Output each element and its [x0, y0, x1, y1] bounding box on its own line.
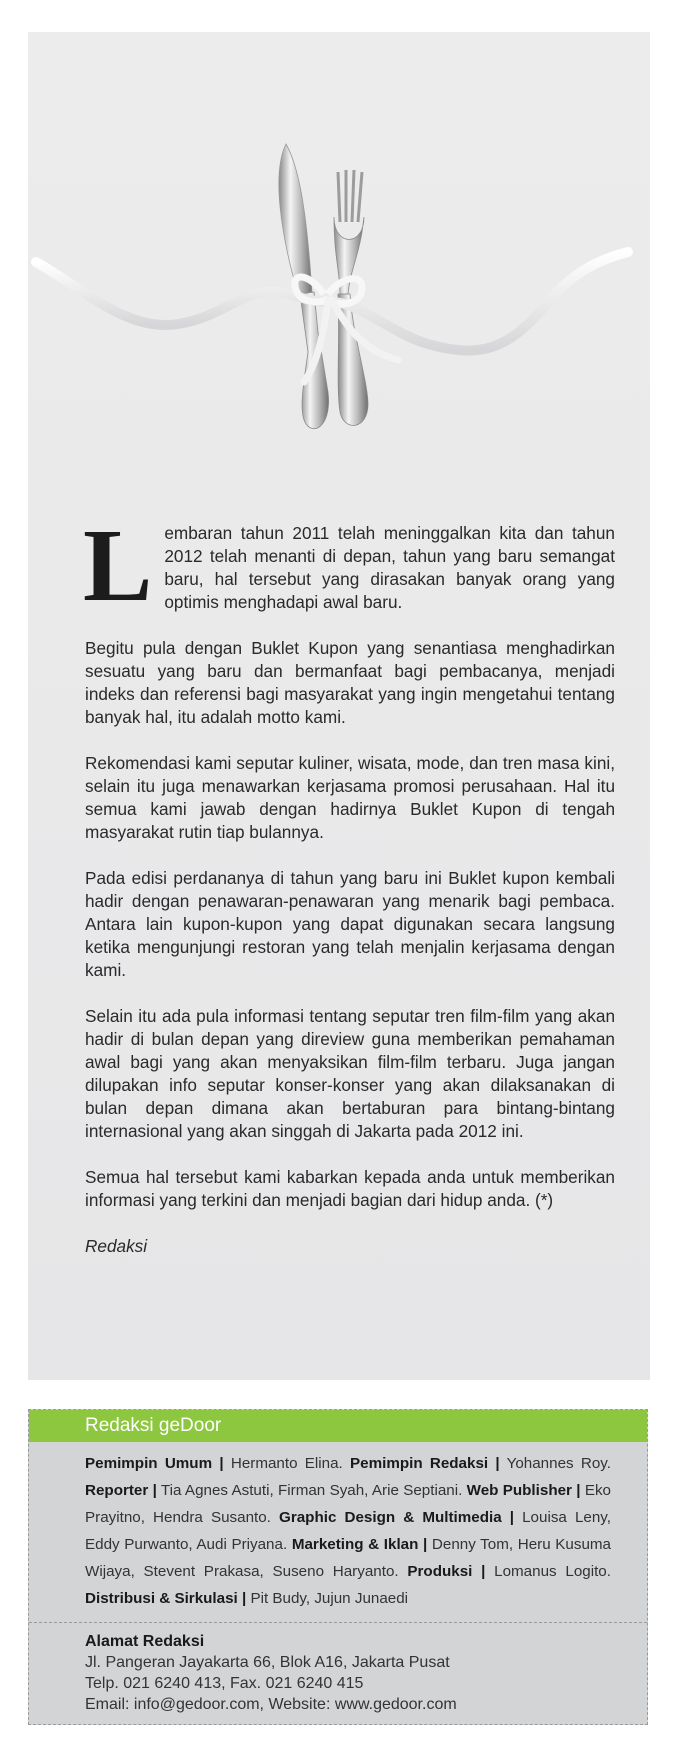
role-names: Tia Agnes Astuti, Firman Syah, Arie Septiani.	[156, 1482, 467, 1499]
role-label: Pemimpin Redaksi |	[350, 1455, 500, 1472]
dropcap-letter: L	[83, 508, 153, 623]
role-names: Denny Tom, Heru Kusuma Wijaya, Stevent Prakasa, Suseno Haryanto.	[85, 1536, 611, 1580]
role-label: Produksi |	[407, 1563, 486, 1580]
role-names: Hermanto Elina.	[223, 1455, 351, 1472]
credits-box	[28, 1409, 648, 1725]
intro-paragraph	[83, 508, 615, 623]
role-names: Yohannes Roy.	[499, 1455, 611, 1472]
credits-roles	[29, 1442, 647, 1622]
phone-line: Telp. 021 6240 413, Fax. 021 6240 415	[85, 1675, 364, 1692]
address-block	[29, 1623, 647, 1715]
contact-line: Email: info@gedoor.com, Website: www.gedoor.com	[85, 1696, 457, 1713]
address-line: Jl. Pangeran Jayakarta 66, Blok A16, Jakarta Pusat	[85, 1654, 450, 1671]
role-names: Eko Prayitno, Hendra Susanto.	[85, 1482, 612, 1526]
body-paragraph-3: Pada edisi perdananya di tahun yang baru ini Buklet kupon kembali hadir dengan penawaran-penawaran yang menarik bagi pembaca. Antara lain kupon-kupon yang dapat digunakan secara langsung ketika mengunjungi restoran yang telah menjalin kerjasama dengan kami.	[85, 868, 615, 980]
cutlery-ribbon-illustration	[28, 32, 650, 472]
body-paragraph-4: Selain itu ada pula informasi tentang seputar tren film-film yang akan hadir di bulan depan yang direview guna memberikan pemahaman awal bagi yang akan menyaksikan film-film terbaru. Juga jangan dilupakan info seputar konser-konser yang akan dilaksanakan di bulan depan dimana akan bertaburan para bintang-bintang internasional yang akan singgah di Jakarta pada 2012 ini.	[85, 1006, 615, 1141]
body-paragraph-2: Rekomendasi kami seputar kuliner, wisata, mode, dan tren masa kini, selain itu juga menawarkan kerjasama promosi perusahaan. Hal itu semua kami jawab dengan hadirnya Buklet Kupon di tengah masyarakat rutin tiap bulannya.	[85, 753, 615, 842]
intro-paragraph-text: embaran tahun 2011 telah meninggalkan kita dan tahun 2012 telah menanti di depan, tahun yang baru semangat baru, hal tersebut yang dirasakan banyak orang yang optimis menghadapi awal baru.	[164, 523, 615, 612]
role-names: Lomanus Logito.	[485, 1563, 611, 1580]
role-label: Web Publisher |	[466, 1482, 581, 1499]
ribbon-icon	[36, 252, 628, 382]
editorial-text	[83, 508, 615, 1281]
role-label: Graphic Design & Multimedia |	[279, 1509, 514, 1526]
role-label: Pemimpin Umum |	[85, 1455, 224, 1472]
signature: Redaksi	[85, 1236, 148, 1256]
body-paragraph-5: Semua hal tersebut kami kabarkan kepada anda untuk memberikan informasi yang terkini dan menjadi bagian dari hidup anda. (*)	[85, 1167, 615, 1210]
editorial-panel	[28, 32, 650, 1380]
role-names: Louisa Leny, Eddy Purwanto, Audi Priyana.	[85, 1509, 611, 1553]
credits-title: Redaksi geDoor	[29, 1410, 647, 1442]
role-label: Distribusi & Sirkulasi |	[85, 1590, 247, 1607]
body-paragraph-1: Begitu pula dengan Buklet Kupon yang senantiasa menghadirkan sesuatu yang baru dan bermanfaat bagi pembacanya, menjadi indeks dan referensi bagi masyarakat yang ingin mengetahui tentang banyak hal, itu adalah motto kami.	[85, 638, 615, 727]
role-label: Marketing & Iklan |	[291, 1536, 428, 1553]
address-title: Alamat Redaksi	[85, 1633, 205, 1650]
role-names: Pit Budy, Jujun Junaedi	[246, 1590, 409, 1607]
role-label: Reporter |	[85, 1482, 157, 1499]
